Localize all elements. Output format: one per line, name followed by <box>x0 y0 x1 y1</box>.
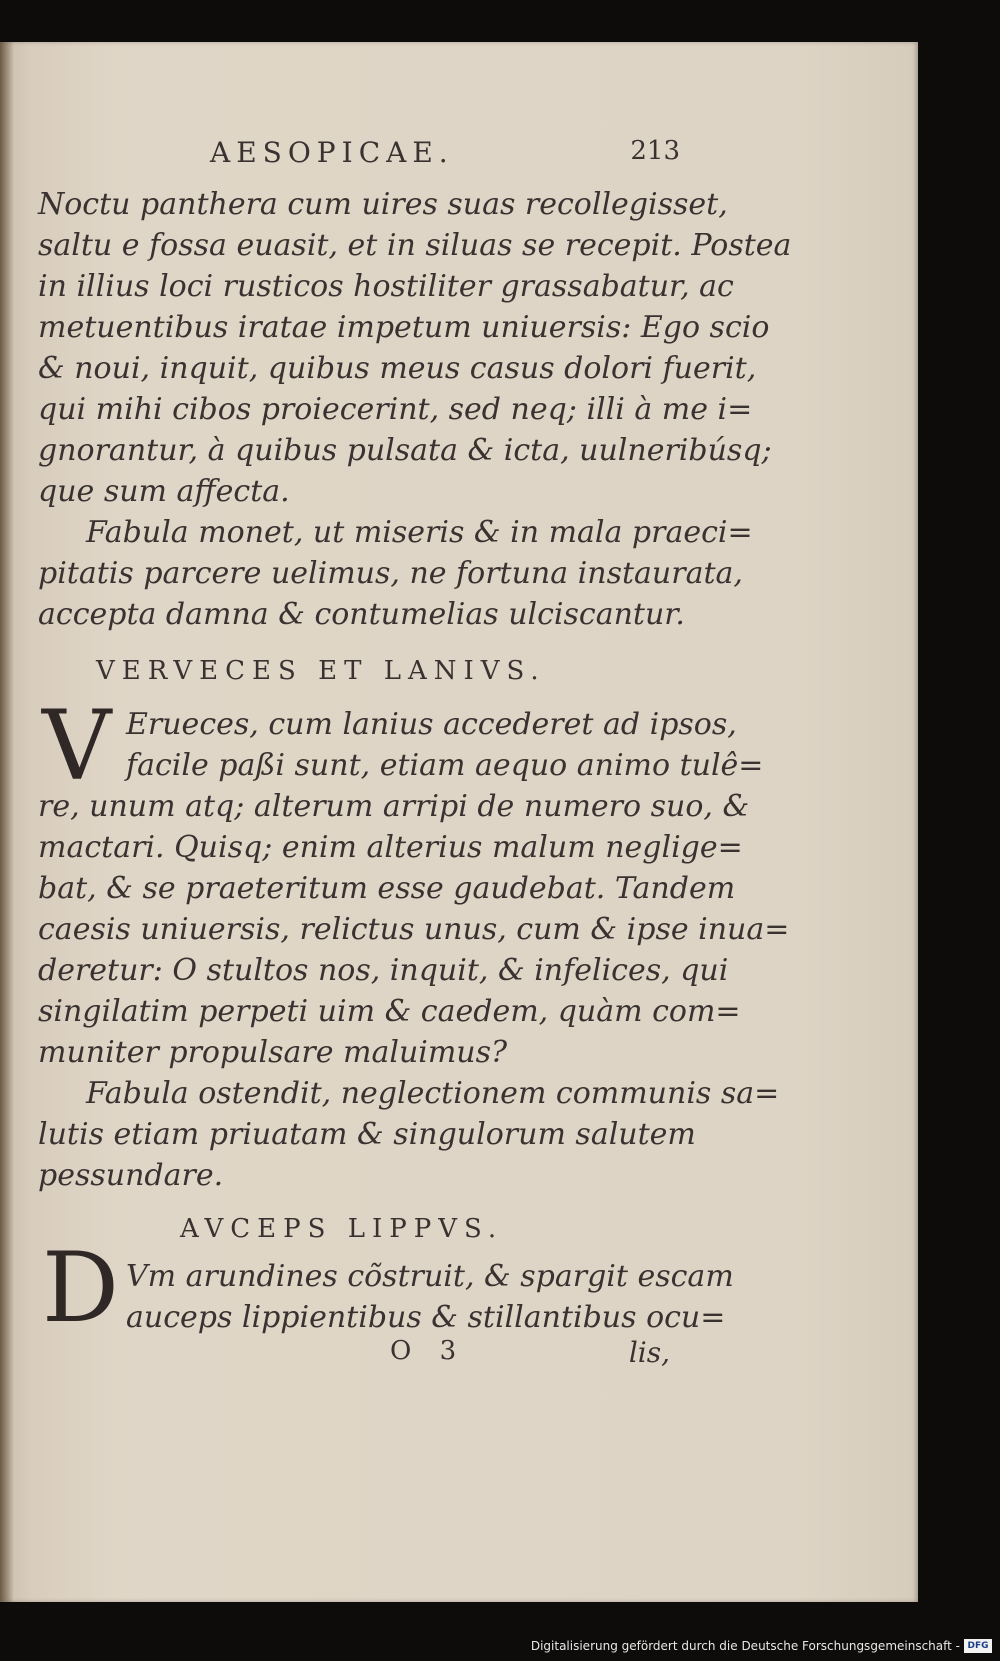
text-line: facile paßi sunt, etiam aequo animo tulê= <box>126 748 764 783</box>
moral-line: lutis etiam priuatam & singulorum salutem <box>38 1117 696 1152</box>
text-line: muniter propulsare maluimus? <box>38 1035 508 1070</box>
fable-1-text <box>38 184 792 635</box>
text-line: deretur: O stultos nos, inquit, & infelices, qui <box>38 953 729 988</box>
credit-text: Digitalisierung gefördert durch die Deutsche Forschungsgemeinschaft - <box>530 1639 960 1653</box>
text-line: metuentibus iratae impetum uniuersis: Ego scio <box>38 310 770 345</box>
drop-cap-d: D <box>42 1232 119 1344</box>
text-line: saltu e fossa euasit, et in siluas se recepit. Postea <box>38 228 792 263</box>
signature-mark: O 3 <box>390 1336 467 1366</box>
digitization-credit <box>531 1637 992 1655</box>
page-number: 213 <box>630 136 680 166</box>
text-line: qui mihi cibos proiecerint, sed neq; illi à me i= <box>38 392 753 427</box>
page-header <box>210 136 680 176</box>
text-line: bat, & se praeteritum esse gaudebat. Tandem <box>38 871 736 906</box>
fable-2-title: VERVECES ET LANIVS. <box>96 656 546 686</box>
text-line: & noui, inquit, quibus meus casus dolori fuerit, <box>38 351 757 386</box>
page-footer <box>390 1336 680 1376</box>
moral-line: Fabula monet, ut miseris & in mala praeci= <box>86 515 753 550</box>
text-line: Erueces, cum lanius accederet ad ipsos, <box>126 707 737 742</box>
text-line: Vm arundines cõstruit, & spargit escam <box>126 1259 734 1294</box>
moral-line: pitatis parcere uelimus, ne fortuna instaurata, <box>38 556 743 591</box>
text-line: caesis uniuersis, relictus unus, cum & ipse inua= <box>38 912 790 947</box>
dfg-logo-icon: DFG <box>964 1639 992 1653</box>
text-line: re, unum atq; alterum arripi de numero suo, & <box>38 789 750 824</box>
text-line: mactari. Quisq; enim alterius malum neglige= <box>38 830 743 865</box>
drop-cap-v: V <box>42 690 112 802</box>
text-line: gnorantur, à quibus pulsata & icta, uulneribúsq; <box>38 433 772 468</box>
text-line: que sum affecta. <box>38 474 290 509</box>
text-line: auceps lippientibus & stillantibus ocu= <box>126 1300 726 1335</box>
text-line: in illius loci rusticos hostiliter grassabatur, ac <box>38 269 734 304</box>
running-title: AESOPICAE. <box>210 136 454 169</box>
catchword: lis, <box>628 1336 670 1369</box>
text-line: Noctu panthera cum uires suas recollegisset, <box>38 187 728 222</box>
fable-3-text <box>38 1256 734 1338</box>
text-line: singilatim perpeti uim & caedem, quàm com= <box>38 994 741 1029</box>
moral-line: pessundare. <box>38 1158 224 1193</box>
moral-line: accepta damna & contumelias ulciscantur. <box>38 597 685 632</box>
moral-line: Fabula ostendit, neglectionem communis sa= <box>86 1076 780 1111</box>
fable-3-title: AVCEPS LIPPVS. <box>180 1214 504 1244</box>
fable-2-text <box>38 704 790 1196</box>
